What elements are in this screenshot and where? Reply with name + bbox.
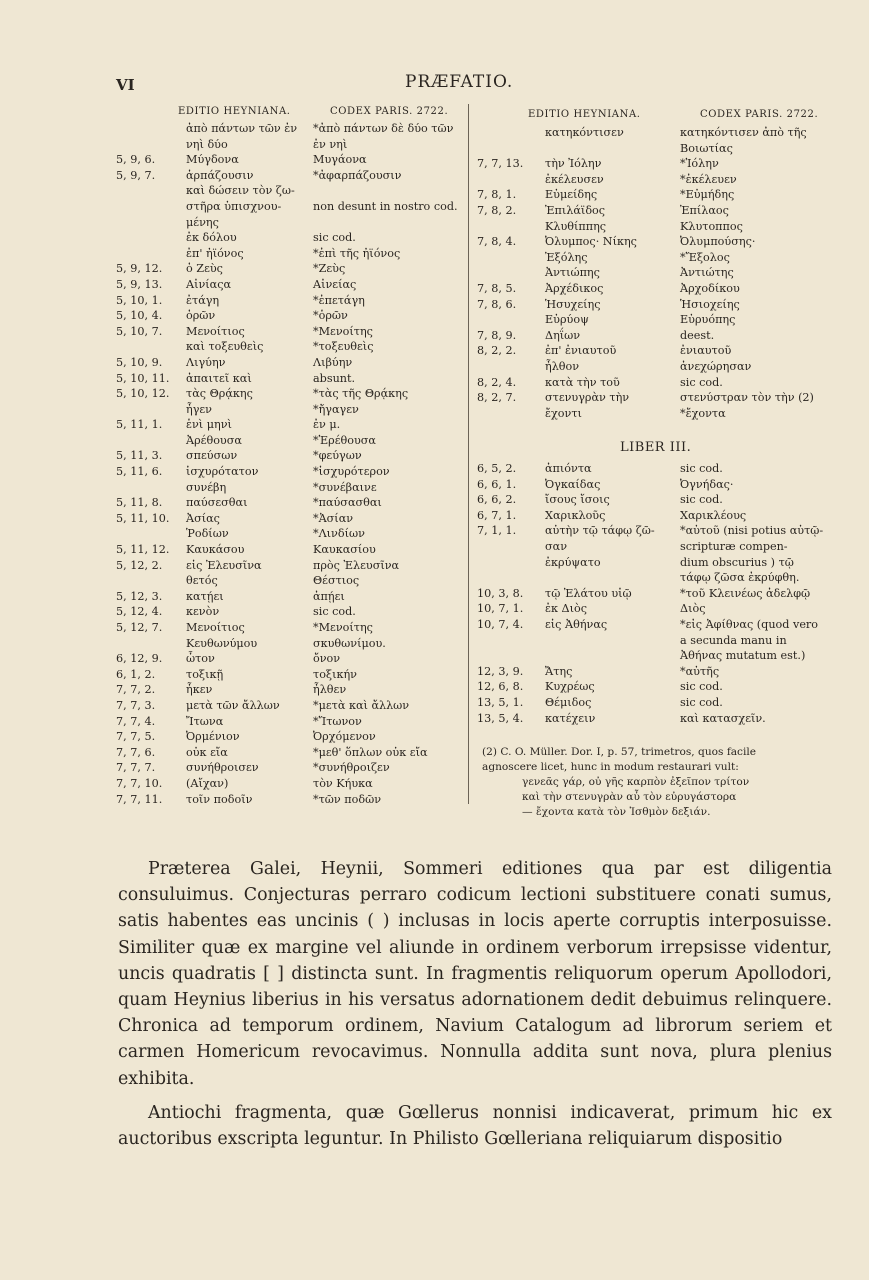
codex-reading: *συνέβαινε [313, 480, 377, 494]
line-reference: 7, 1, 1. [477, 524, 517, 538]
paragraph: Antiochi fragmenta, quæ Gœllerus nonnisi indicaverat, primum hic ex auctoribus exscripta leguntur. In Philisto Gœlleriana reliquiarum dispositio [118, 1102, 832, 1150]
heyne-reading: τὰς Θρᾴκης [186, 387, 253, 401]
heyne-reading: Ἀρέθουσα [186, 433, 242, 447]
line-reference: 7, 7, 2. [116, 683, 156, 697]
collation-row [0, 376, 869, 392]
footnote [482, 745, 842, 820]
heyne-reading: ἀπιόντα [545, 462, 592, 475]
collation-row [0, 344, 869, 360]
codex-reading: Εὐρυόπης [680, 313, 736, 327]
heyne-reading: Ἀσίας [186, 511, 220, 525]
heyne-reading: σαν [545, 539, 567, 553]
codex-reading: Ἡσιοχείης [680, 297, 740, 311]
codex-reading: sic cod. [313, 231, 356, 245]
codex-reading: *Λινδίων [313, 527, 365, 541]
collation-row [0, 712, 869, 728]
heyne-reading: Μενοίτιος [186, 324, 245, 338]
collation-row [0, 730, 468, 746]
heyne-reading: Εὐρύοψ [545, 313, 589, 327]
heyne-reading: στῆρα ὑπισχνου- [186, 199, 282, 213]
heyne-reading: ἐτάγη [186, 293, 220, 307]
heyne-reading: ἦλθον [545, 359, 580, 373]
line-reference: 7, 8, 2. [477, 203, 517, 217]
codex-reading: absunt. [313, 371, 356, 385]
heyne-reading: Αἰνίαςα [186, 277, 232, 291]
codex-reading: Ἀντιώτης [680, 266, 734, 280]
codex-reading: *Εὐμήδης [680, 188, 735, 202]
line-reference: 5, 12, 7. [116, 621, 163, 634]
codex-reading: *Ἴτωνον [313, 714, 362, 728]
codex-reading: πρὸς Ἐλευσῖνα [313, 558, 400, 572]
collation-row [0, 618, 869, 634]
collation-row [0, 587, 869, 603]
collation-row [0, 329, 869, 345]
codex-reading: καὶ κατασχεῖν. [680, 711, 766, 725]
line-reference: 5, 10, 4. [116, 309, 163, 323]
heyne-reading: τὴν Ἰόλην [545, 157, 602, 171]
codex-reading: *Μενοίτης [313, 324, 373, 338]
heyne-reading: κατῄει [186, 589, 224, 603]
codex-reading: *τὰς τῆς Θρᾴκης [313, 387, 409, 401]
heyne-reading: ἴσους ἴσοις [545, 493, 610, 507]
collation-row [0, 204, 869, 220]
line-reference: 8, 2, 7. [477, 391, 517, 405]
codex-reading: *Ἀσίαν [313, 511, 354, 525]
codex-reading: *αὐτῆς [680, 664, 720, 678]
line-reference: 7, 7, 5. [116, 730, 156, 744]
codex-reading: Λιβύην [313, 355, 353, 369]
heyne-reading: Ὀγκαίδας [545, 477, 601, 491]
liber-heading: LIBER III. [620, 440, 692, 455]
heyne-reading: σπεύσων [186, 449, 238, 463]
codex-reading: *εἰς Ἀφίθνας (quod vero [680, 617, 819, 631]
heyne-reading: Ἀντιώπης [545, 266, 600, 280]
collation-row [0, 157, 869, 173]
codex-reading: Χαρικλέους [680, 508, 747, 522]
heyne-reading: Ἐξόλης [545, 250, 588, 264]
line-reference: 5, 10, 1. [116, 293, 163, 307]
collation-row [0, 777, 468, 793]
collation-row [0, 188, 869, 204]
codex-reading: sic cod. [680, 375, 723, 389]
codex-reading: τοξικήν [313, 667, 357, 681]
line-reference: 7, 7, 7. [116, 761, 156, 775]
line-reference: 5, 9, 12. [116, 262, 163, 276]
footnote-line: (2) C. O. Müller. Dor. I, p. 57, trimetros, quos facile [482, 746, 757, 758]
collation-row [0, 313, 869, 329]
line-reference: 6, 6, 2. [477, 493, 517, 507]
line-reference: 5, 9, 6. [116, 153, 156, 167]
codex-reading: Αἰνείας [313, 277, 357, 291]
line-reference: 12, 6, 8. [477, 680, 524, 694]
codex-reading: *Μενοίτης [313, 621, 373, 634]
codex-reading: Κλυτοππος [680, 219, 743, 233]
heyne-reading: Ῥοδίων [186, 527, 229, 541]
codex-reading: sic cod. [680, 462, 723, 475]
line-reference: 5, 10, 9. [116, 355, 163, 369]
heyne-reading: ἐκέλευσεν [545, 172, 604, 186]
collation-row [0, 761, 468, 777]
codex-reading: *Ζεὺς [313, 262, 346, 276]
collation-row [0, 793, 468, 809]
preface-body [118, 856, 832, 1160]
line-reference: 13, 5, 4. [477, 711, 524, 725]
heyne-reading: καὶ δώσειν τὸν ζω- [186, 184, 295, 198]
codex-reading: *τῶν ποδῶν [313, 792, 382, 806]
collation-row [0, 524, 869, 540]
codex-reading: *ἤγαγεν [313, 402, 359, 416]
heyne-reading: Ἄτης [545, 664, 573, 678]
heyne-reading: ἐπ' ἐνιαυτοῦ [545, 344, 617, 358]
collation-row [0, 220, 869, 236]
codex-reading: Βοιωτίας [680, 141, 733, 155]
codex-reading: sic cod. [680, 493, 723, 507]
heyne-reading: ἐπ' ἠϊόνος [186, 246, 244, 260]
codex-reading: ἐν νηὶ [313, 137, 348, 151]
collation-row [0, 282, 869, 298]
collation-row [0, 493, 869, 509]
line-reference: 7, 7, 3. [116, 698, 156, 712]
line-reference: 12, 3, 9. [477, 664, 524, 678]
heyne-reading: μετὰ τῶν ἄλλων [186, 698, 280, 712]
line-reference: 5, 11, 12. [116, 543, 170, 557]
right-header-codex: CODEX PARIS. 2722. [700, 109, 819, 120]
heyne-reading: τῷ Ἐλάτου υἱῷ [545, 586, 632, 600]
collation-row [0, 509, 869, 525]
heyne-reading: Θέμιδος [545, 695, 592, 709]
codex-reading: *Ἔξολος [680, 250, 730, 264]
collation-row [0, 407, 869, 423]
paragraph: Præterea Galei, Heynii, Sommeri editiones qua par est diligentia consuluimus. Conjecturas perraro codicum lectioni substituere conati sumus, satis habentes eas uncinis ( ) inclusas in locis aperte corruptis interposuisse. Similiter quæ ex margine vel aliunde in ordinem verborum irrepsisse videntur, uncis quadratis [ ] distincta sunt. In fragmentis reliquorum operum Apollodori, quam Heynius liberius in his versatus adornationem dedit debuimus relinquere. Chronica ad temporum ordinem, Navium Catalogum ad librorum seriem et carmen Homericum revocavimus. Nonnulla addita sunt nova, plura plenius exhibita. [118, 859, 832, 1089]
codex-reading: *μετὰ καὶ ἄλλων [313, 698, 410, 712]
codex-reading: *τοξευθεὶς [313, 340, 374, 354]
codex-reading: *ἔχοντα [680, 406, 726, 420]
heyne-reading: τοξικῇ [186, 667, 224, 681]
heyne-reading: ἧκεν [186, 683, 213, 697]
heyne-reading: κατὰ τὴν τοῦ [545, 375, 620, 389]
codex-reading: *ἀφαρπάζουσιν [313, 168, 402, 182]
codex-reading: στενύστραν τὸν τὴν (2) [680, 391, 814, 405]
codex-reading: τάφῳ ζῶσα ἐκρύφθη. [680, 571, 800, 585]
codex-reading: dium obscurius ) τῷ [680, 555, 794, 569]
left-header-codex: CODEX PARIS. 2722. [330, 106, 449, 117]
line-reference: 5, 10, 11. [116, 371, 170, 385]
line-reference: 5, 10, 12. [116, 387, 170, 401]
heyne-reading: οὐκ εἴα [186, 745, 228, 759]
footnote-verse: καὶ τὴν στενυγρὰν αὖ τὸν εὐρυγάστορα [522, 791, 737, 803]
line-reference: 5, 12, 2. [116, 558, 163, 572]
heyne-reading: ἔχοντι [545, 406, 582, 420]
collation-row [0, 251, 869, 267]
codex-reading: a secunda manu in [680, 633, 787, 647]
heyne-reading: Ὀλυμπος· Νίκης [545, 235, 637, 249]
page-number: VI [116, 76, 135, 94]
right-collation-list-liber-2 [0, 126, 869, 422]
heyne-reading: ἑνὶ μηνὶ [186, 418, 232, 432]
line-reference: 5, 12, 4. [116, 605, 163, 619]
codex-reading: *παύσασθαι [313, 496, 382, 510]
heyne-reading: Ἐπιλάϊδος [545, 203, 606, 217]
codex-reading: *τοῦ Κλεινέως ἀδελφῷ [680, 586, 811, 600]
heyne-reading: συνέβη [186, 480, 227, 494]
heyne-reading: παύσεσθαι [186, 496, 248, 510]
line-reference: 10, 7, 4. [477, 617, 524, 631]
collation-row [0, 478, 869, 494]
line-reference: 8, 2, 2. [477, 344, 517, 358]
heyne-reading: ἐκ Διὸς [545, 602, 588, 616]
codex-reading: ἐνιαυτοῦ [680, 344, 732, 358]
codex-reading: scripturæ compen- [680, 539, 788, 553]
codex-reading: ἀνεχώρησαν [680, 359, 752, 373]
heyne-reading: κατηκόντισεν [545, 126, 624, 139]
collation-row [0, 634, 869, 650]
line-reference: 7, 7, 11. [116, 792, 163, 806]
collation-row [0, 173, 869, 189]
heyne-reading: μένης [186, 215, 219, 229]
collation-row [0, 680, 869, 696]
codex-reading: Διὸς [680, 602, 706, 616]
line-reference: 10, 3, 8. [477, 586, 524, 600]
collation-row [0, 649, 869, 665]
heyne-reading: ἰσχυρότατον [186, 465, 259, 479]
heyne-reading: κατέχειν [545, 711, 596, 725]
codex-reading: Μυγάονα [313, 153, 367, 167]
codex-reading: non desunt in nostro cod. [313, 199, 458, 213]
codex-reading: ἀπῄει [313, 589, 345, 603]
heyne-reading: Κευθωνύμου [186, 636, 258, 650]
line-reference: 7, 8, 4. [477, 235, 517, 249]
heyne-reading: Κυχρέως [545, 680, 595, 694]
codex-reading: ὄνον [313, 652, 341, 666]
collation-row [0, 266, 869, 282]
heyne-reading: ἀπαιτεῖ καὶ [186, 371, 252, 385]
codex-reading: τὸν Κήυκα [313, 776, 373, 790]
footnote-verse: γενεᾶς γάρ, οὐ γῆς καρπὸν ἐξεῖπον τρίτον [522, 776, 750, 788]
heyne-reading: Δηΐων [545, 328, 581, 342]
heyne-reading: θετός [186, 574, 218, 588]
heyne-reading: Κλυθίππης [545, 219, 607, 233]
codex-reading: Ἀθήνας mutatum est.) [680, 649, 806, 663]
line-reference: 6, 12, 9. [116, 652, 163, 666]
heyne-reading: συνήθροισεν [186, 761, 259, 775]
collation-row [0, 462, 869, 478]
collation-row [0, 391, 869, 407]
heyne-reading: Ἡσυχείης [545, 297, 601, 311]
codex-reading: sic cod. [313, 605, 356, 619]
heyne-reading: ἐκρύψατο [545, 555, 601, 569]
codex-reading: Θέστιος [313, 574, 360, 588]
heyne-reading: ἦγεν [186, 402, 212, 416]
heyne-reading: Μενοίτιος [186, 621, 245, 634]
codex-reading: Ἐπίλαος [680, 203, 729, 217]
codex-reading: *μεθ' ὅπλων οὐκ εἴα [313, 745, 428, 759]
codex-reading: *αὐτοῦ (nisi potius αὐτῷ- [680, 524, 824, 538]
line-reference: 6, 6, 1. [477, 477, 517, 491]
collation-row [0, 746, 468, 762]
heyne-reading: Ἴτωνα [186, 714, 224, 728]
codex-reading: *ὁρῶν [313, 309, 348, 323]
line-reference: 5, 9, 7. [116, 168, 156, 182]
codex-reading: *Ἐρέθουσα [313, 433, 376, 447]
line-reference: 5, 9, 13. [116, 277, 163, 291]
collation-row [0, 540, 869, 556]
heyne-reading: (Αἴχαν) [186, 776, 229, 790]
collation-row [0, 142, 869, 158]
heyne-reading: Μύγδονα [186, 153, 239, 167]
line-reference: 7, 8, 1. [477, 188, 517, 202]
heyne-reading: κενὸν [186, 605, 220, 619]
right-header-heyne: EDITIO HEYNIANA. [528, 109, 641, 120]
collation-row [0, 360, 869, 376]
heyne-reading: στενυγρὰν τὴν [545, 391, 630, 405]
codex-reading: Ὀγνήδας· [680, 477, 734, 491]
collation-row [0, 602, 869, 618]
line-reference: 8, 2, 4. [477, 375, 517, 389]
running-head: PRÆFATIO. [405, 72, 514, 92]
line-reference: 5, 12, 3. [116, 589, 163, 603]
heyne-reading: ὁ Ζεὺς [186, 262, 223, 276]
heyne-reading: καὶ τοξευθεὶς [186, 340, 264, 354]
codex-reading: Ὀρχόμενον [313, 730, 376, 744]
line-reference: 7, 7, 10. [116, 776, 163, 790]
collation-row [0, 665, 869, 681]
codex-reading: Ὀλυμπούσης· [680, 235, 756, 249]
codex-reading: *Ἰόλην [680, 157, 719, 171]
line-reference: 5, 11, 10. [116, 511, 170, 525]
heyne-reading: αὐτὴν τῷ τάφῳ ζῶ- [545, 524, 655, 538]
right-collation-list-liber-3 [0, 462, 869, 727]
collation-row [0, 571, 869, 587]
line-reference: 7, 8, 9. [477, 328, 517, 342]
codex-reading: ἦλθεν [313, 683, 347, 697]
heyne-reading: εἰς Ἐλευσῖνα [186, 558, 262, 572]
line-reference: 5, 11, 8. [116, 496, 163, 510]
collation-row [0, 434, 468, 450]
codex-reading: *ἐκέλευεν [680, 172, 737, 186]
codex-reading: *συνήθροιζεν [313, 761, 390, 775]
line-reference: 7, 7, 4. [116, 714, 156, 728]
heyne-reading: ἀπὸ πάντων τῶν ἐν [186, 122, 298, 135]
line-reference: 7, 8, 5. [477, 281, 517, 295]
heyne-reading: ἐκ δόλου [186, 231, 237, 245]
footnote-verse: — ἔχοντα κατὰ τὸν Ἰσθμὸν δεξιάν. [522, 806, 711, 818]
heyne-reading: Ὀρμένιον [186, 730, 240, 744]
collation-row [0, 556, 869, 572]
line-reference: 5, 11, 1. [116, 418, 163, 432]
codex-reading: *φεύγων [313, 449, 362, 463]
collation-row [0, 298, 869, 314]
line-reference: 6, 5, 2. [477, 462, 517, 475]
heyne-reading: Λιγύην [186, 355, 226, 369]
codex-reading: sic cod. [680, 680, 723, 694]
heyne-reading: Χαρικλοῦς [545, 508, 606, 522]
line-reference: 13, 5, 1. [477, 695, 524, 709]
heyne-reading: Καυκάσου [186, 543, 245, 557]
heyne-reading: Ἀρχέδικος [545, 281, 604, 295]
footnote-line: agnoscere licet, hunc in modum restaurari vult: [482, 761, 739, 773]
line-reference: 7, 8, 6. [477, 297, 517, 311]
line-reference: 5, 10, 7. [116, 324, 163, 338]
line-reference: 10, 7, 1. [477, 602, 524, 616]
line-reference: 5, 11, 6. [116, 465, 163, 479]
codex-reading: Καυκασίου [313, 543, 376, 557]
line-reference: 6, 1, 2. [116, 667, 156, 681]
codex-reading: κατηκόντισεν ἀπὸ τῆς [680, 126, 807, 139]
line-reference: 6, 7, 1. [477, 508, 517, 522]
line-reference: 7, 7, 6. [116, 745, 156, 759]
heyne-reading: τοῖν ποδοῖν [186, 792, 253, 806]
heyne-reading: ὦτον [186, 652, 215, 666]
codex-reading: ἐν μ. [313, 418, 341, 432]
collation-row [0, 235, 869, 251]
line-reference: 7, 7, 13. [477, 157, 524, 171]
heyne-reading: νηὶ δύο [186, 137, 228, 151]
heyne-reading: ἁρπάζουσιν [186, 168, 254, 182]
codex-reading: σκυθωνίμου. [313, 636, 386, 650]
heyne-reading: εἰς Ἀθήνας [545, 617, 608, 631]
codex-reading: *ἰσχυρότερον [313, 465, 390, 479]
codex-reading: *ἐπετάγη [313, 293, 365, 307]
left-header-heyne: EDITIO HEYNIANA. [178, 106, 291, 117]
codex-reading: sic cod. [680, 695, 723, 709]
collation-row [0, 696, 869, 712]
line-reference: 5, 11, 3. [116, 449, 163, 463]
codex-reading: *ἀπὸ πάντων δὲ δύο τῶν [313, 122, 454, 135]
codex-reading: *ἐπὶ τῆς ἠϊόνος [313, 246, 401, 260]
codex-reading: Ἀρχοδίκου [680, 281, 740, 295]
collation-row [0, 126, 869, 142]
codex-reading: deest. [680, 328, 715, 342]
heyne-reading: ὁρῶν [186, 309, 216, 323]
heyne-reading: Εὐμείδης [545, 188, 598, 202]
